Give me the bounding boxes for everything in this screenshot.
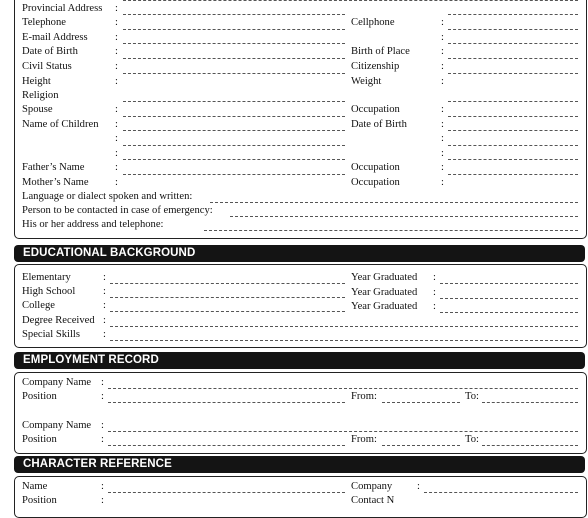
colon: : [441,61,444,72]
company-2-field[interactable] [108,431,578,432]
mother-occupation-field[interactable] [448,174,578,175]
colon: : [115,177,118,188]
weight-field[interactable] [448,73,578,74]
colon: : [115,46,118,57]
reference-company-label: Company [351,481,393,492]
child-3-dob-field[interactable] [448,145,578,146]
colon: : [115,162,118,173]
colon: : [441,104,444,115]
year-graduated-label: Year Graduated [351,301,418,312]
elementary-label: Elementary [22,272,71,283]
telephone-label: Telephone [22,17,66,28]
father-field[interactable] [123,159,345,160]
company-1-field[interactable] [108,388,578,389]
colon: : [441,32,444,43]
colon: : [101,434,104,445]
colon: : [433,272,436,283]
to-label: To: [465,391,479,402]
colon: : [101,481,104,492]
colon: : [433,301,436,312]
language-label: Language or dialect spoken and written: [22,191,193,202]
weight-label: Weight [351,76,382,87]
degree-field[interactable] [110,326,578,327]
to-1-field[interactable] [482,402,578,403]
colon: : [417,481,420,492]
from-label: From: [351,434,377,445]
occupation-label: Occupation [351,104,400,115]
reference-position-label: Position [22,495,57,506]
reference-contact-label: Contact N [351,495,395,506]
college-year-field[interactable] [440,312,578,313]
mother-occupation-label: Occupation [351,177,400,188]
reference-section [14,476,587,518]
company-name-label: Company Name [22,377,92,388]
child-1-dob-field[interactable] [448,116,578,117]
language-field[interactable] [210,202,578,203]
birth-place-field[interactable] [448,43,578,44]
colon: : [101,495,104,506]
extra-field[interactable] [448,29,578,30]
email-label: E-mail Address [22,32,88,43]
degree-label: Degree Received [22,315,95,326]
college-label: College [22,300,55,311]
mother-label: Mother’s Name [22,177,89,188]
dob-label: Date of Birth [22,46,78,57]
colon: : [103,272,106,283]
skills-label: Special Skills [22,329,80,340]
colon: : [115,61,118,72]
high-school-field[interactable] [110,297,345,298]
emergency-address-field[interactable] [204,230,578,231]
high-school-label: High School [22,286,76,297]
colon: : [101,391,104,402]
mother-field[interactable] [123,174,345,175]
employment-header: EMPLOYMENT RECORD [14,352,585,369]
civil-status-field[interactable] [123,58,345,59]
reference-name-field[interactable] [108,492,345,493]
colon: : [103,286,106,297]
cellphone-label: Cellphone [351,17,395,28]
colon: : [441,148,444,159]
provincial-address-field[interactable] [123,0,578,1]
colon: : [115,104,118,115]
colon: : [441,76,444,87]
citizenship-label: Citizenship [351,61,400,72]
child-2-dob-field[interactable] [448,130,578,131]
skills-field[interactable] [110,340,578,341]
telephone-field[interactable] [123,14,345,15]
colon: : [101,420,104,431]
colon: : [103,300,106,311]
elementary-year-field[interactable] [440,283,578,284]
reference-company-field[interactable] [424,492,578,493]
to-2-field[interactable] [482,445,578,446]
colon: : [115,133,118,144]
employment-section [14,372,587,454]
college-field[interactable] [110,311,345,312]
from-1-field[interactable] [382,402,460,403]
colon: : [441,17,444,28]
education-section [14,264,587,348]
colon: : [441,46,444,57]
dob-field[interactable] [123,43,345,44]
colon: : [441,133,444,144]
position-label: Position [22,391,57,402]
height-label: Height [22,76,51,87]
emergency-label: Person to be contacted in case of emergency: [22,205,213,216]
citizenship-field[interactable] [448,58,578,59]
year-graduated-label: Year Graduated [351,272,418,283]
position-2-field[interactable] [108,445,345,446]
father-occupation-label: Occupation [351,162,400,173]
email-field[interactable] [123,29,345,30]
colon: : [441,119,444,130]
spouse-field[interactable] [123,101,345,102]
colon: : [115,17,118,28]
personal-info-section [14,0,587,239]
colon: : [115,148,118,159]
colon: : [103,315,106,326]
from-label: From: [351,391,377,402]
emergency-address-label: His or her address and telephone: [22,219,164,230]
spouse-label: Spouse [22,104,53,115]
to-label: To: [465,434,479,445]
spouse-occupation-field[interactable] [448,101,578,102]
colon: : [441,177,444,188]
company-name-label: Company Name [22,420,92,431]
colon: : [101,377,104,388]
birth-place-label: Birth of Place [351,46,410,57]
civil-status-label: Civil Status [22,61,72,72]
reference-name-label: Name [22,481,48,492]
father-label: Father’s Name [22,162,85,173]
colon: : [115,3,118,14]
cellphone-field[interactable] [448,14,578,15]
emergency-field[interactable] [230,216,578,217]
height-field[interactable] [123,73,345,74]
colon: : [433,287,436,298]
colon: : [115,32,118,43]
reference-header: CHARACTER REFERENCE [14,456,585,473]
colon: : [441,162,444,173]
colon: : [115,119,118,130]
provincial-address-label: Provincial Address [22,3,103,14]
from-2-field[interactable] [382,445,460,446]
position-1-field[interactable] [108,402,345,403]
child-dob-label: Date of Birth [351,119,407,130]
colon: : [103,329,106,340]
father-occupation-field[interactable] [448,159,578,160]
elementary-field[interactable] [110,283,345,284]
child-1-field[interactable] [123,116,345,117]
religion-label: Religion [22,90,59,101]
colon: : [115,76,118,87]
child-2-field[interactable] [123,130,345,131]
high-school-year-field[interactable] [440,298,578,299]
education-header: EDUCATIONAL BACKGROUND [14,245,585,262]
year-graduated-label: Year Graduated [351,287,418,298]
position-label: Position [22,434,57,445]
children-label: Name of Children [22,119,99,130]
child-3-field[interactable] [123,145,345,146]
